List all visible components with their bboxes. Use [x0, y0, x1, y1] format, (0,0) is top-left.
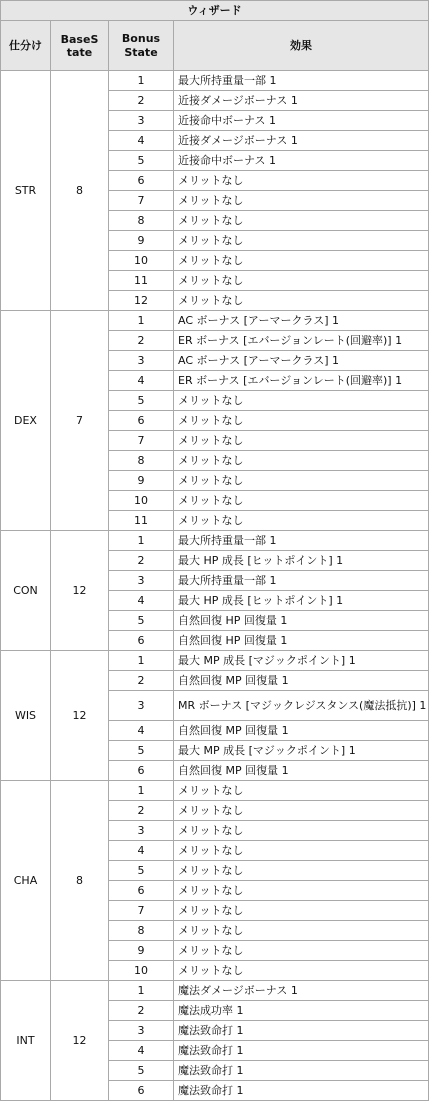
effect-cell: メリットなし: [174, 491, 429, 511]
effect-cell: 自然回復 MP 回復量 1: [174, 761, 429, 781]
category-cell: CHA: [1, 781, 51, 981]
bonus-state-cell: 1: [109, 651, 174, 671]
bonus-state-cell: 12: [109, 291, 174, 311]
base-state-cell: 8: [51, 781, 109, 981]
effect-cell: 自然回復 MP 回復量 1: [174, 721, 429, 741]
bonus-state-cell: 2: [109, 331, 174, 351]
bonus-state-cell: 7: [109, 191, 174, 211]
effect-cell: メリットなし: [174, 391, 429, 411]
bonus-state-cell: 2: [109, 551, 174, 571]
bonus-state-cell: 4: [109, 841, 174, 861]
bonus-state-cell: 3: [109, 1021, 174, 1041]
effect-cell: 魔法致命打 1: [174, 1021, 429, 1041]
bonus-state-cell: 6: [109, 171, 174, 191]
bonus-state-cell: 2: [109, 671, 174, 691]
effect-cell: 近接命中ボーナス 1: [174, 151, 429, 171]
effect-cell: メリットなし: [174, 861, 429, 881]
effect-cell: メリットなし: [174, 781, 429, 801]
bonus-state-cell: 10: [109, 491, 174, 511]
table-body: [1, 71, 429, 1101]
category-cell: STR: [1, 71, 51, 311]
effect-cell: 最大 HP 成長 [ヒットポイント] 1: [174, 551, 429, 571]
effect-cell: 自然回復 HP 回復量 1: [174, 611, 429, 631]
bonus-state-cell: 1: [109, 981, 174, 1001]
effect-cell: メリットなし: [174, 921, 429, 941]
bonus-state-cell: 2: [109, 801, 174, 821]
effect-cell: 自然回復 MP 回復量 1: [174, 671, 429, 691]
bonus-state-cell: 1: [109, 781, 174, 801]
base-state-cell: 12: [51, 531, 109, 651]
effect-cell: メリットなし: [174, 801, 429, 821]
effect-cell: メリットなし: [174, 451, 429, 471]
bonus-state-cell: 11: [109, 271, 174, 291]
bonus-state-cell: 8: [109, 451, 174, 471]
bonus-state-cell: 9: [109, 471, 174, 491]
base-state-cell: 12: [51, 651, 109, 781]
bonus-state-cell: 10: [109, 251, 174, 271]
header-base-line1: BaseS: [60, 32, 99, 46]
effect-cell: メリットなし: [174, 881, 429, 901]
bonus-state-cell: 11: [109, 511, 174, 531]
bonus-state-cell: 4: [109, 1041, 174, 1061]
bonus-state-cell: 3: [109, 821, 174, 841]
category-cell: WIS: [1, 651, 51, 781]
effect-cell: メリットなし: [174, 511, 429, 531]
bonus-state-cell: 1: [109, 311, 174, 331]
effect-cell: 近接ダメージボーナス 1: [174, 131, 429, 151]
bonus-state-cell: 6: [109, 881, 174, 901]
effect-cell: 魔法致命打 1: [174, 1081, 429, 1101]
effect-cell: 近接ダメージボーナス 1: [174, 91, 429, 111]
bonus-state-cell: 5: [109, 151, 174, 171]
bonus-state-cell: 5: [109, 391, 174, 411]
bonus-state-cell: 9: [109, 941, 174, 961]
effect-cell: 魔法致命打 1: [174, 1041, 429, 1061]
effect-cell: メリットなし: [174, 191, 429, 211]
effect-cell: メリットなし: [174, 901, 429, 921]
effect-cell: メリットなし: [174, 251, 429, 271]
bonus-state-cell: 2: [109, 91, 174, 111]
effect-cell: 近接命中ボーナス 1: [174, 111, 429, 131]
bonus-state-cell: 3: [109, 571, 174, 591]
effect-cell: ER ボーナス [エバージョンレート(回避率)] 1: [174, 331, 429, 351]
table-row: [1, 651, 429, 671]
bonus-state-cell: 3: [109, 351, 174, 371]
base-state-cell: 7: [51, 311, 109, 531]
bonus-state-cell: 1: [109, 71, 174, 91]
bonus-state-cell: 1: [109, 531, 174, 551]
header-base-line2: tate: [66, 45, 93, 59]
bonus-state-cell: 5: [109, 1061, 174, 1081]
bonus-state-cell: 6: [109, 761, 174, 781]
effect-cell: メリットなし: [174, 471, 429, 491]
bonus-state-cell: 5: [109, 741, 174, 761]
effect-cell: メリットなし: [174, 291, 429, 311]
bonus-state-cell: 3: [109, 691, 174, 721]
base-state-cell: 8: [51, 71, 109, 311]
bonus-state-cell: 8: [109, 921, 174, 941]
effect-cell: メリットなし: [174, 961, 429, 981]
effect-cell: メリットなし: [174, 211, 429, 231]
category-cell: INT: [1, 981, 51, 1101]
bonus-state-cell: 10: [109, 961, 174, 981]
header-effect: 効果: [174, 21, 429, 71]
header-category: 仕分け: [1, 21, 51, 71]
effect-cell: メリットなし: [174, 231, 429, 251]
effect-cell: メリットなし: [174, 941, 429, 961]
effect-cell: 自然回復 HP 回復量 1: [174, 631, 429, 651]
bonus-state-cell: 6: [109, 631, 174, 651]
bonus-state-cell: 5: [109, 861, 174, 881]
effect-cell: メリットなし: [174, 841, 429, 861]
bonus-state-cell: 7: [109, 901, 174, 921]
effect-cell: 魔法致命打 1: [174, 1061, 429, 1081]
effect-cell: 最大 MP 成長 [マジックポイント] 1: [174, 651, 429, 671]
effect-cell: メリットなし: [174, 431, 429, 451]
bonus-state-cell: 6: [109, 1081, 174, 1101]
bonus-state-cell: 4: [109, 721, 174, 741]
bonus-state-cell: 3: [109, 111, 174, 131]
bonus-state-cell: 4: [109, 371, 174, 391]
header-bonus-state: [109, 21, 174, 71]
bonus-state-cell: 7: [109, 431, 174, 451]
table-row: [1, 981, 429, 1001]
bonus-state-cell: 8: [109, 211, 174, 231]
effect-cell: メリットなし: [174, 171, 429, 191]
effect-cell: メリットなし: [174, 821, 429, 841]
effect-cell: AC ボーナス [アーマークラス] 1: [174, 311, 429, 331]
header-bonus-line1: Bonus: [121, 31, 161, 45]
category-cell: CON: [1, 531, 51, 651]
effect-cell: AC ボーナス [アーマークラス] 1: [174, 351, 429, 371]
header-bonus-line2: State: [124, 45, 158, 59]
bonus-state-cell: 5: [109, 611, 174, 631]
table-row: [1, 311, 429, 331]
bonus-state-cell: 6: [109, 411, 174, 431]
effect-cell: 最大 HP 成長 [ヒットポイント] 1: [174, 591, 429, 611]
table-title: ウィザード: [1, 1, 429, 21]
table-row: [1, 531, 429, 551]
bonus-state-cell: 4: [109, 591, 174, 611]
effect-cell: MR ボーナス [マジックレジスタンス(魔法抵抗)] 1: [174, 691, 429, 721]
effect-cell: 最大所持重量一部 1: [174, 71, 429, 91]
table-row: [1, 781, 429, 801]
table-row: [1, 71, 429, 91]
effect-cell: 最大所持重量一部 1: [174, 571, 429, 591]
bonus-state-cell: 2: [109, 1001, 174, 1021]
category-cell: DEX: [1, 311, 51, 531]
effect-cell: メリットなし: [174, 271, 429, 291]
header-base-state: [51, 21, 109, 71]
bonus-state-cell: 9: [109, 231, 174, 251]
effect-cell: 最大 MP 成長 [マジックポイント] 1: [174, 741, 429, 761]
base-state-cell: 12: [51, 981, 109, 1101]
effect-cell: 最大所持重量一部 1: [174, 531, 429, 551]
effect-cell: 魔法成功率 1: [174, 1001, 429, 1021]
effect-cell: ER ボーナス [エバージョンレート(回避率)] 1: [174, 371, 429, 391]
effect-cell: メリットなし: [174, 411, 429, 431]
effect-cell: 魔法ダメージボーナス 1: [174, 981, 429, 1001]
bonus-state-cell: 4: [109, 131, 174, 151]
